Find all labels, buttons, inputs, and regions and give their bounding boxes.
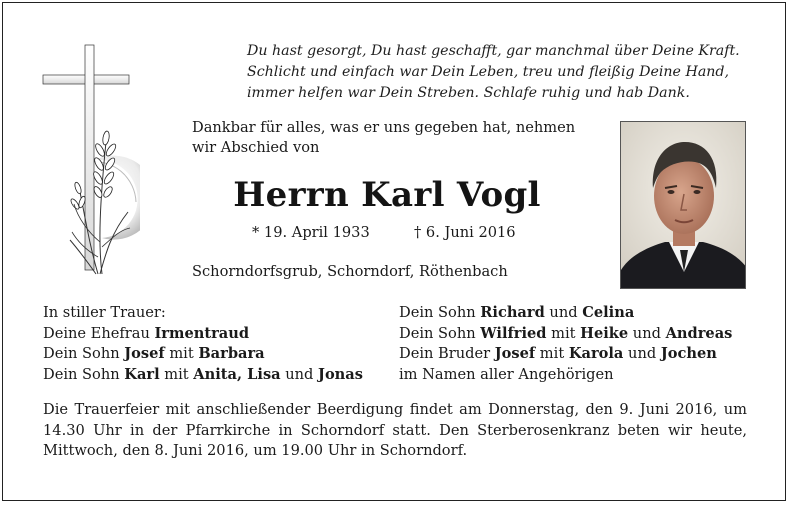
birth-date: * 19. April 1933: [252, 224, 370, 241]
mourner-name: Celina: [582, 304, 635, 321]
mourner-relation: und: [280, 365, 319, 383]
funeral-notice: Die Trauerfeier mit anschließender Beerdigung findet am Donnerstag, den 9. Juni 2016, um 14.30 Uhr in der Pfarrkirche in Schorndorf statt. Den Sterberosenkranz beten wir heute, Mittwoch, den 8. Juni 2016, um 19.00 Uhr in Schorndorf.: [43, 401, 747, 459]
mourner-relation: und: [544, 304, 583, 321]
mourners-right: [399, 303, 732, 385]
poem-line: immer helfen war Dein Streben. Schlafe ruhig und hab Dank.: [247, 85, 690, 101]
portrait-photo: [620, 121, 746, 289]
poem-line: Du hast gesorgt, Du hast geschafft, gar manchmal über Deine Kraft.: [247, 43, 740, 59]
mourner-relation: im Namen aller Angehörigen: [399, 365, 614, 383]
intro-line: wir Abschied von: [192, 139, 320, 156]
mourner-name: Barbara: [198, 345, 265, 362]
mourner-line: [43, 303, 363, 324]
mourner-line: [399, 365, 732, 386]
mourner-name: Wilfried: [480, 324, 547, 342]
mourners-left: [43, 303, 363, 385]
cross-with-wheat-icon: [40, 42, 140, 282]
mourner-name: Heike: [580, 324, 629, 342]
intro-line: Dankbar für alles, was er uns gegeben hat, nehmen: [192, 119, 576, 136]
mourner-name: Jonas: [318, 365, 363, 383]
mourner-relation: Dein Sohn: [43, 365, 125, 383]
mourner-line: [399, 303, 732, 324]
death-date: † 6. Juni 2016: [414, 224, 516, 241]
mourner-relation: mit: [546, 324, 581, 342]
mourner-name: Andreas: [665, 324, 733, 342]
mourner-relation: und: [628, 324, 666, 342]
mourner-line: [399, 324, 732, 345]
mourner-name: Karola: [568, 345, 624, 362]
mourner-relation: Dein Sohn: [399, 304, 481, 321]
mourner-name: Irmentraud: [154, 324, 250, 342]
mourner-relation: Dein Bruder: [399, 345, 495, 362]
poem-line: Schlicht und einfach war Dein Leben, treu und fleißig Deine Hand,: [247, 64, 730, 80]
mourner-name: Karl: [124, 365, 160, 383]
poem: [247, 41, 777, 104]
deceased-name: Herrn Karl Vogl: [233, 175, 541, 215]
mourner-relation: Deine Ehefrau: [43, 324, 155, 342]
mourner-line: [43, 344, 363, 365]
mourner-name: Josef: [124, 345, 165, 362]
mourner-relation: mit: [164, 345, 199, 362]
places: Schorndorfsgrub, Schorndorf, Röthenbach: [192, 263, 508, 280]
mourner-relation: mit: [159, 365, 194, 383]
mourner-line: [399, 344, 732, 365]
mourner-line: [43, 365, 363, 386]
mourner-relation: Dein Sohn: [43, 345, 125, 362]
portrait-image: [621, 122, 746, 289]
mourner-relation: Dein Sohn: [399, 324, 481, 342]
mourner-name: Richard: [480, 304, 545, 321]
mourner-name: Jochen: [660, 345, 717, 362]
mourner-relation: und: [623, 345, 661, 362]
mourner-relation: mit: [535, 345, 569, 362]
mourner-relation: In stiller Trauer:: [43, 304, 166, 321]
mourner-line: [43, 324, 363, 345]
intro-text: [192, 118, 612, 158]
mourner-name: Anita, Lisa: [193, 365, 281, 383]
mourner-name: Josef: [494, 345, 536, 362]
